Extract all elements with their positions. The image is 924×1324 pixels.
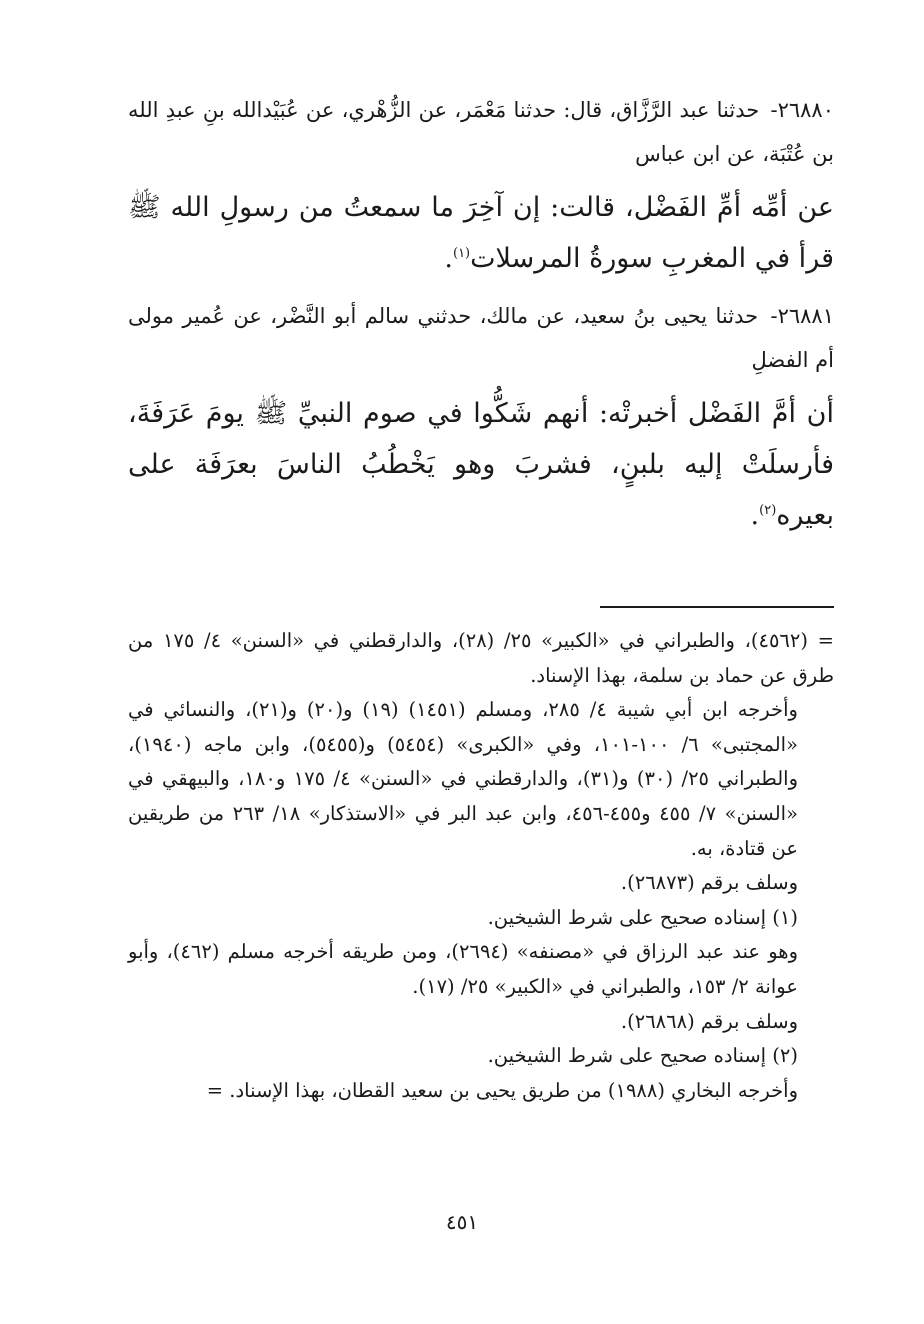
hadith-2-isnad-text: حدثنا يحيى بنُ سعيد، عن مالك، حدثني سالم أبو النَّضْر، عن عُمير مولى أم الفضلِ — [128, 304, 834, 372]
hadith-1-isnad — [128, 88, 834, 176]
footnote-paragraph: وهو عند عبد الرزاق في «مصنفه» (٢٦٩٤)، ومن طريقه أخرجه مسلم (٤٦٢)، وأبو عوانة ٢/ ١٥٣، والطبراني في «الكبير» ٢٥/ (١٧). — [128, 940, 798, 998]
hadith-1-number: ٢٦٨٨٠- — [770, 98, 834, 122]
hadith-2-matn-text: أن أمَّ الفَضْل أخبرتْه: أنهم شَكُّوا في صوم النبيِّ ﷺ يومَ عَرَفَةَ، فأرسلَتْ إليه بلبنٍ، فشربَ وهو يَخْطُبُ الناسَ بعرَفَة على بعيره — [128, 398, 834, 531]
footnote-1: (١) إسناده صحيح على شرط الشيخين. — [487, 905, 798, 929]
hadith-1-matn-text: عن أمِّه أمِّ الفَضْل، قالت: إن آخِرَ ما سمعتُ من رسولِ الله ﷺ قرأ في المغربِ سورةُ المرسلات — [128, 192, 834, 274]
footnotes — [128, 624, 834, 1108]
footnote-separator — [600, 606, 834, 608]
hadith-1-footnote-ref: (١) — [452, 246, 471, 261]
hadith-2-isnad — [128, 294, 834, 382]
footnote-paragraph: وسلف برقم (٢٦٨٧٣). — [620, 871, 798, 895]
footnote-paragraph: وأخرجه ابن أبي شيبة ٤/ ٢٨٥، ومسلم (١٤٥١) (١٩) و(٢٠) و(٢١)، والنسائي في «المجتبى» ٦/ ١٠٠-١٠١، وفي «الكبرى» (٥٤٥٤) و(٥٤٥٥)، وابن ماجه (١٩٤٠)، والطبراني ٢٥/ (٣٠) و(٣١)، والدارقطني في «السنن» ٤/ ١٧٥ و١٨٠، والبيهقي في «السنن» ٧/ ٤٥٥ و٤٥٥-٤٥٦، وابن عبد البر في «الاستذكار» ١٨/ ٢٦٣ من طريقين عن قتادة، به. — [128, 698, 798, 860]
footnote-paragraph: وأخرجه البخاري (١٩٨٨) من طريق يحيى بن سعيد القطان، بهذا الإسناد. = — [206, 1078, 798, 1102]
hadith-2-number: ٢٦٨٨١- — [770, 304, 834, 328]
footnote-paragraph: وسلف برقم (٢٦٨٦٨). — [620, 1009, 798, 1033]
main-text — [128, 88, 834, 551]
hadith-1-isnad-text: حدثنا عبد الرَّزَّاق، قال: حدثنا مَعْمَر، عن الزُّهْري، عن عُبَيْدالله بنِ عبدِ الله بن عُتْبَة، عن ابن عباس — [128, 98, 834, 166]
page-number: ٤٥١ — [445, 1210, 479, 1234]
footnote-2: (٢) إسناده صحيح على شرط الشيخين. — [487, 1044, 798, 1068]
hadith-2-footnote-ref: (٢) — [759, 503, 777, 518]
hadith-1-matn: عن أمِّه أمِّ الفَضْل، قالت: إن آخِرَ ما سمعتُ من رسولِ الله ﷺ قرأ في المغربِ سورةُ المرسلات$^{(١)}$. — [128, 192, 834, 274]
footnote-continuation: = (٤٥٦٢)، والطبراني في «الكبير» ٢٥/ (٢٨)، والدارقطني في «السنن» ٤/ ١٧٥ من طرق عن حماد بن سلمة، بهذا الإسناد. — [128, 629, 834, 687]
hadith-2-matn: أن أمَّ الفَضْل أخبرتْه: أنهم شَكُّوا في صوم النبيِّ ﷺ يومَ عَرَفَةَ، فأرسلَتْ إليه بلبنٍ، فشربَ وهو يَخْطُبُ الناسَ بعرَفَة على بعيره$^{(٢)}$. — [128, 398, 834, 531]
